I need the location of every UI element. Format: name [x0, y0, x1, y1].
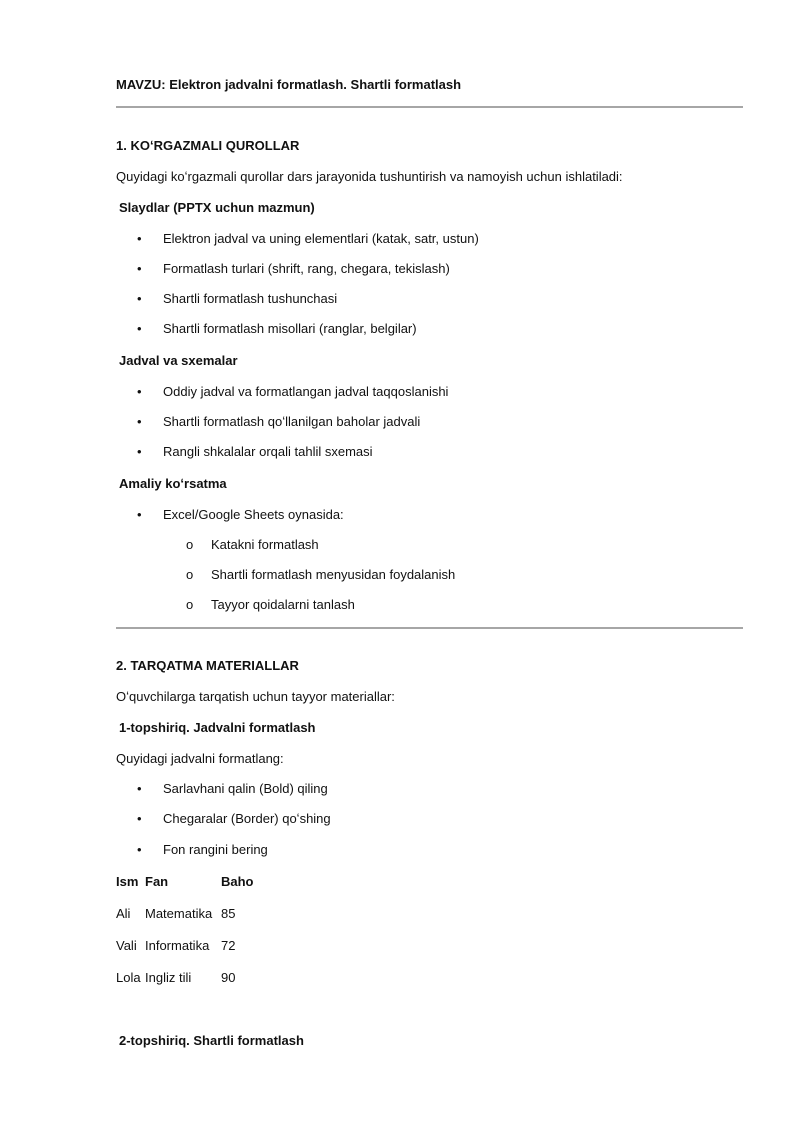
table-cell: 85 — [221, 906, 236, 921]
table-header-cell: Ism — [116, 874, 139, 889]
table-cell: Matematika — [145, 906, 213, 921]
document-title: MAVZU: Elektron jadvalni formatlash. Shartli formatlash — [116, 77, 462, 92]
section1-heading: 1. KOʻRGAZMALI QUROLLAR — [116, 138, 300, 153]
table-cell: Ingliz tili — [145, 970, 192, 985]
group-title-tables: Jadval va sxemalar — [119, 353, 238, 368]
group-title-practical: Amaliy koʻrsatma — [119, 476, 227, 491]
table-cell: Lola — [116, 970, 141, 985]
table-cell: Vali — [116, 938, 137, 953]
table-cell: 72 — [221, 938, 236, 953]
section1-intro: Quyidagi koʻrgazmali qurollar dars jarayonida tushuntirish va namoyish uchun ishlatiladi: — [116, 169, 623, 184]
section2-heading: 2. TARQATMA MATERIALLAR — [116, 658, 299, 673]
divider — [116, 106, 743, 108]
table-cell: 90 — [221, 970, 236, 985]
task1-instruction: Quyidagi jadvalni formatlang: — [116, 751, 284, 766]
table-cell: Informatika — [145, 938, 210, 953]
table-cell: Ali — [116, 906, 131, 921]
section2-intro: Oʻquvchilarga tarqatish uchun tayyor materiallar: — [116, 689, 395, 704]
task1-title: 1-topshiriq. Jadvalni formatlash — [119, 720, 316, 735]
table-header-cell: Fan — [145, 874, 169, 889]
group-title-slides: Slaydlar (PPTX uchun mazmun) — [119, 200, 315, 215]
table-header-cell: Baho — [221, 874, 254, 889]
divider — [116, 627, 743, 629]
task2-title: 2-topshiriq. Shartli formatlash — [119, 1033, 304, 1048]
